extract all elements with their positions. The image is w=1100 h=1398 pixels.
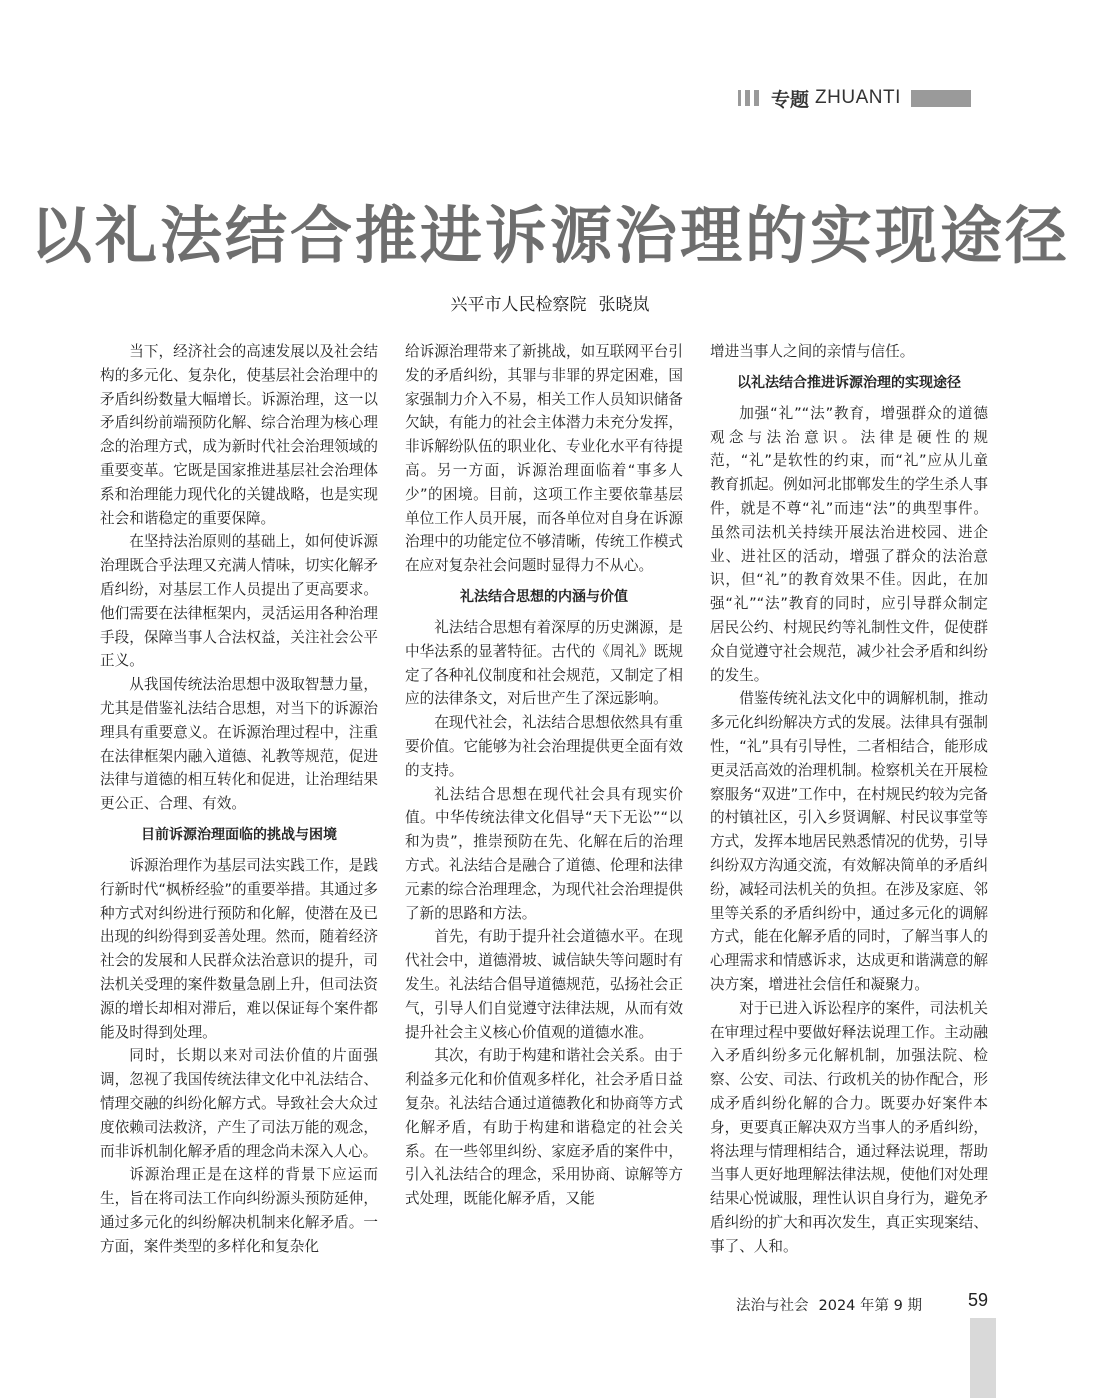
section-heading: 礼法结合思想的内涵与价值 [460, 588, 628, 605]
column-3 [710, 340, 988, 1258]
page-number: 59 [968, 1290, 989, 1310]
header-bar-decoration [911, 90, 971, 107]
author-name: 张晓岚 [598, 295, 650, 315]
paragraph: 同时，长期以来对司法价值的片面强调，忽视了我国传统法律文化中礼法结合、情理交融的纠纷化解方式。导致社会大众过度依赖司法救济，产生了司法万能的观念，而非诉机制化解矛盾的理念尚未深入人心。 [100, 1047, 378, 1160]
paragraph: 在现代社会，礼法结合思想依然具有重要价值。它能够为社会治理提供更全面有效的支持。 [405, 714, 683, 779]
author-org: 兴平市人民检察院 [450, 295, 587, 315]
paragraph: 加强“礼”“法”教育，增强群众的道德观念与法治意识。法律是硬性的规范，“礼”是软性的约束，而“礼”应从儿童教育抓起。例如河北邯郸发生的学生杀人事件，就是不尊“礼”而违“法”的典型事件。虽然司法机关持续开展法治进校园、进企业、进社区的活动，增强了群众的法治意识，但“礼”的教育效果不佳。因此，在加强“礼”“法”教育的同时，应引导群众制定居民公约、村规民约等礼制性文件，促使群众自觉遵守社会规范，减少社会矛盾和纠纷的发生。 [710, 404, 988, 684]
section-heading: 以礼法结合推进诉源治理的实现途径 [737, 374, 961, 391]
byline [0, 290, 1100, 315]
page-edge-tab [970, 1318, 996, 1398]
paragraph: 增进当事人之间的亲情与信任。 [710, 343, 915, 360]
paragraph: 从我国传统法治思想中汲取智慧力量，尤其是借鉴礼法结合思想，对当下的诉源治理具有重要意义。在诉源治理过程中，注重在法律框架内融入道德、礼教等规范，促进法律与道德的相互转化和促进，让治理结果更公正、合理、有效。 [100, 676, 378, 813]
paragraph: 借鉴传统礼法文化中的调解机制，推动多元化纠纷解决方式的发展。法律具有强制性，“礼”具有引导性，二者相结合，能形成更灵活高效的治理机制。检察机关在开展检察服务“双进”工作中，在村规民约较为完备的村镇社区，引入乡贤调解、村民议事堂等方式，发挥本地居民熟悉情况的优势，引导纠纷双方沟通交流，有效解决简单的矛盾纠纷，减轻司法机关的负担。在涉及家庭、邻里等关系的矛盾纠纷中，通过多元化的调解方式，能在化解矛盾的同时，了解当事人的心理需求和情感诉求，达成更和谐满意的解决方案，增进社会信任和凝聚力。 [710, 690, 988, 993]
section-title-en: ZHUANTI [815, 87, 901, 108]
paragraph: 诉源治理作为基层司法实践工作，是践行新时代“枫桥经验”的重要举措。其通过多种方式对纠纷进行预防和化解，使潜在及已出现的纠纷得到妥善处理。然而，随着经济社会的发展和人民群众法治意识的提升，司法机关受理的案件数量急剧上升，但司法资源的增长却相对滞后，难以保证每个案件都能及时得到处理。 [100, 856, 378, 1041]
paragraph: 其次，有助于构建和谐社会关系。由于利益多元化和价值观多样化，社会矛盾日益复杂。礼法结合通过道德教化和协商等方式化解矛盾，有助于构建和谐稳定的社会关系。在一些邻里纠纷、家庭矛盾的案件中，引入礼法结合的理念，采用协商、谅解等方式处理，既能化解矛盾，又能 [405, 1047, 683, 1208]
paragraph: 在坚持法治原则的基础上，如何使诉源治理既合乎法理又充满人情味，切实化解矛盾纠纷，对基层工作人员提出了更高要求。他们需要在法律框架内，灵活运用各种治理手段，保障当事人合法权益，关注社会公平正义。 [100, 533, 378, 670]
paragraph: 当下，经济社会的高速发展以及社会结构的多元化、复杂化，使基层社会治理中的矛盾纠纷数量大幅增长。诉源治理，这一以矛盾纠纷前端预防化解、综合治理为核心理念的治理方式，成为新时代社会治理领域的重要变革。它既是国家推进基层社会治理体系和治理能力现代化的关键战略，也是实现社会和谐稳定的重要保障。 [100, 343, 378, 527]
paragraph: 诉源治理正是在这样的背景下应运而生，旨在将司法工作向纠纷源头预防延伸，通过多元化的纠纷解决机制来化解矛盾。一方面，案件类型的多样化和复杂化 [100, 1166, 378, 1255]
section-heading: 目前诉源治理面临的挑战与困境 [141, 826, 337, 843]
issue-label: 2024 年第 9 期 [818, 1298, 922, 1314]
section-title-cn: 专题 [771, 88, 810, 111]
paragraph: 礼法结合思想有着深厚的历史渊源，是中华法系的显著特征。古代的《周礼》既规定了各种礼仪制度和社会规范，又制定了相应的法律条文，对后世产生了深远影响。 [405, 618, 683, 708]
column-1 [100, 340, 378, 1258]
section-header [738, 86, 971, 110]
paragraph: 对于已进入诉讼程序的案件，司法机关在审理过程中要做好释法说理工作。主动融入矛盾纠纷多元化解机制，加强法院、检察、公安、司法、行政机关的协作配合，形成矛盾纠纷化解的合力。既要办好案件本身，更要真正解决双方当事人的矛盾纠纷，将法理与情理相结合，通过释法说理，帮助当事人更好地理解法律法规，使他们对处理结果心悦诚服，理性认识自身行为，避免矛盾纠纷的扩大和再次发生，真正实现案结、事了、人和。 [710, 999, 988, 1255]
column-2 [405, 340, 683, 1211]
paragraph: 给诉源治理带来了新挑战，如互联网平台引发的矛盾纠纷，其罪与非罪的界定困难，国家强制力介入不易，相关工作人员知识储备欠缺，有能力的社会主体潜力未充分发挥，非诉解纷队伍的职业化、专业化水平有待提高。另一方面，诉源治理面临着“事多人少”的困境。目前，这项工作主要依靠基层单位工作人员开展，而各单位对自身在诉源治理中的功能定位不够清晰，传统工作模式在应对复杂社会问题时显得力不从心。 [405, 343, 683, 575]
header-bars-decoration [738, 90, 759, 106]
journal-name: 法治与社会 [736, 1298, 809, 1314]
article-title: 以礼法结合推进诉源治理的实现途径 [29, 199, 1070, 272]
paragraph: 礼法结合思想在现代社会具有现实价值。中华传统法律文化倡导“天下无讼”“以和为贵”，推崇预防在先、化解在后的治理方式。礼法结合是融合了道德、伦理和法律元素的综合治理理念，为现代社会治理提供了新的思路和方法。 [405, 785, 683, 922]
paragraph: 首先，有助于提升社会道德水平。在现代社会中，道德滑坡、诚信缺失等问题时有发生。礼法结合倡导道德规范，弘扬社会正气，引导人们自觉遵守法律法规，从而有效提升社会主义核心价值观的道德水准。 [405, 928, 683, 1041]
page-footer [736, 1294, 922, 1315]
